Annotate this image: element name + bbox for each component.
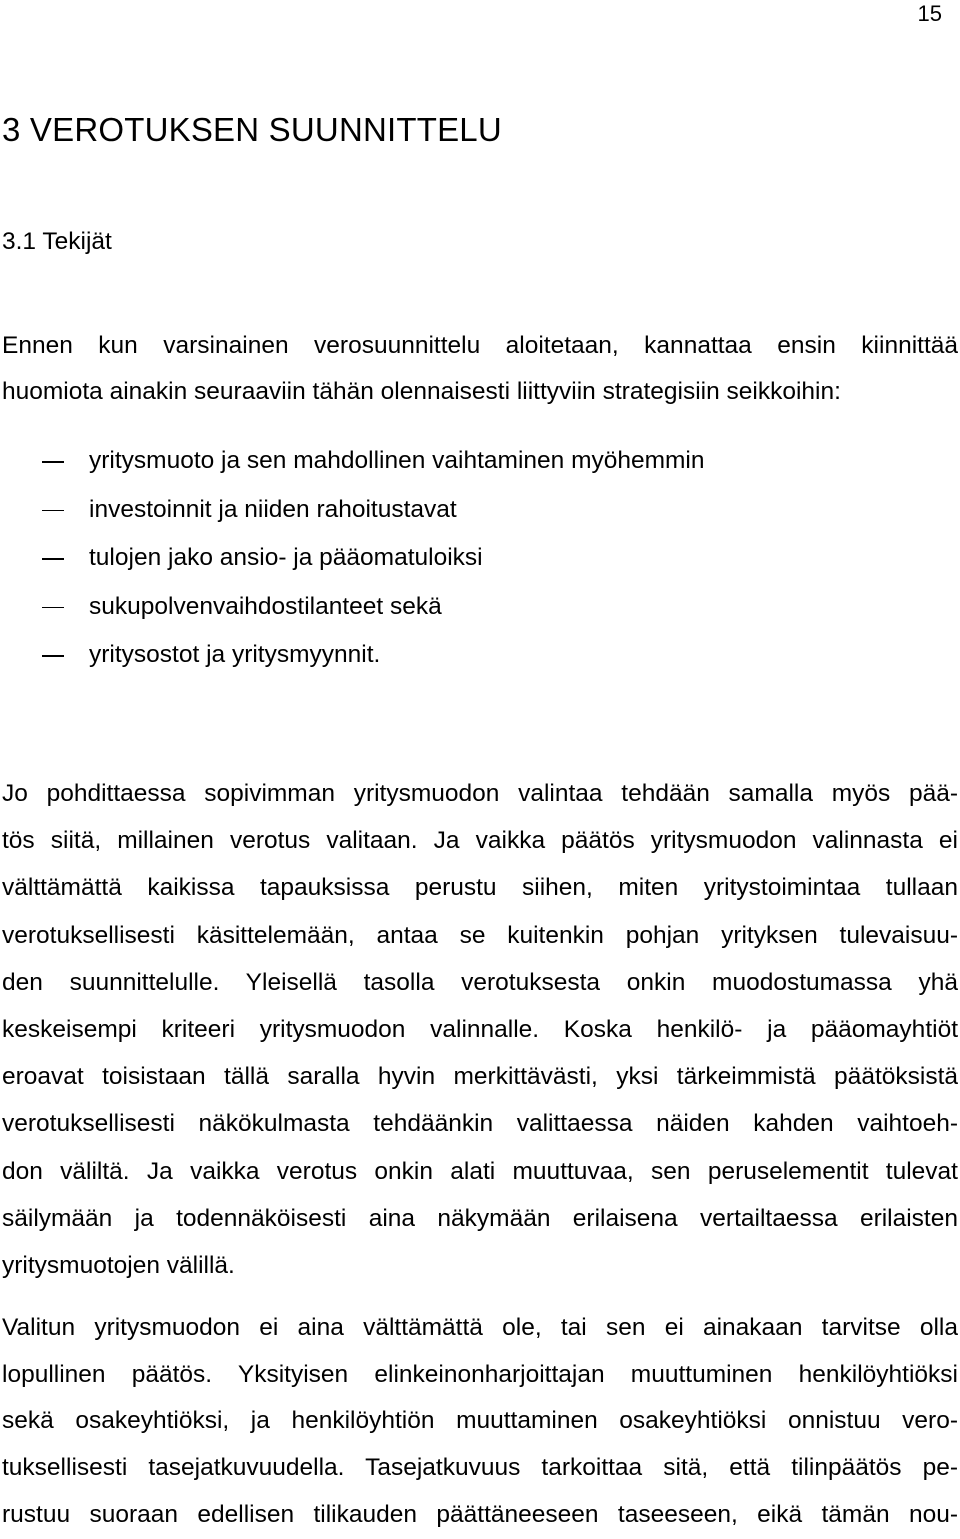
text-line: lopullinen päätös. Yksityisen elinkeinonharjoittajan muuttuminen henkilöyhtiöksi xyxy=(2,1360,958,1388)
list-item-text: investoinnit ja niiden rahoitustavat xyxy=(89,495,457,523)
text-line: eroavat toisistaan tällä saralla hyvin merkittävästi, yksi tärkeimmistä päätöksistä xyxy=(2,1063,958,1091)
list-item-text: sukupolvenvaihdostilanteet sekä xyxy=(89,592,442,620)
list-item-text: tulojen jako ansio- ja pääomatuloiksi xyxy=(89,544,483,571)
dash-bullet-icon xyxy=(42,558,64,560)
text-line: Valitun yritysmuodon ei aina välttämättä ole, tai sen ei ainakaan tarvitse olla xyxy=(2,1314,958,1341)
list-item-text: yritysmuoto ja sen mahdollinen vaihtaminen myöhemmin xyxy=(89,447,705,474)
body-paragraph xyxy=(2,1305,958,1539)
text-line: rustuu suoraan edellisen tilikauden päättäneeseen taseeseen, eikä tämän nou- xyxy=(2,1500,958,1528)
page-number: 15 xyxy=(917,1,942,26)
text-line: Ennen kun varsinainen verosuunnittelu aloitetaan, kannattaa ensin kiinnittää xyxy=(2,332,958,359)
body-paragraph xyxy=(2,770,958,1289)
text-line: tös siitä, millainen verotus valitaan. Ja vaikka päätös yritysmuodon valinnasta ei xyxy=(2,827,958,855)
text-line: don väliltä. Ja vaikka verotus onkin alati muuttuvaa, sen peruselementit tulevat xyxy=(2,1157,958,1185)
text-line: yritysmuotojen välillä. xyxy=(2,1252,235,1280)
list-item-text: yritysostot ja yritysmyynnit. xyxy=(89,641,381,668)
dash-bullet-icon xyxy=(42,655,64,657)
text-line: välttämättä kaikissa tapauksissa perustu siihen, miten yritystoimintaa tullaan xyxy=(2,874,958,902)
dash-bullet-icon xyxy=(42,461,64,463)
text-line: tuksellisesti tasejatkuvuudella. Tasejatkuvuus tarkoittaa sitä, että tilinpäätös pe- xyxy=(2,1454,958,1482)
text-line: sekä osakeyhtiöksi, ja henkilöyhtiön muuttaminen osakeyhtiöksi onnistuu vero- xyxy=(2,1407,958,1435)
intro-paragraph xyxy=(2,323,958,415)
text-line: verotuksellisesti näkökulmasta tehdäänkin valittaessa näiden kahden vaihtoeh- xyxy=(2,1110,958,1138)
text-line: huomiota ainakin seuraaviin tähän olennaisesti liittyviin strategisiin seikkoihin: xyxy=(2,378,841,405)
text-line: säilymään ja todennäköisesti aina näkymään erilaisena vertailtaessa erilaisten xyxy=(2,1204,958,1232)
chapter-title: 3 VEROTUKSEN SUUNNITTELU xyxy=(2,111,502,148)
dash-bullet-icon xyxy=(42,607,64,609)
text-line: Jo pohdittaessa sopivimman yritysmuodon valintaa tehdään samalla myös pää- xyxy=(2,780,958,807)
text-line: den suunnittelulle. Yleisellä tasolla verotuksesta onkin muodostumassa yhä xyxy=(2,968,958,996)
text-line: verotuksellisesti käsittelemään, antaa se kuitenkin pohjan yrityksen tulevaisuu- xyxy=(2,921,958,949)
text-line: keskeisempi kriteeri yritysmuodon valinnalle. Koska henkilö- ja pääomayhtiöt xyxy=(2,1016,958,1044)
dash-bullet-icon xyxy=(42,510,64,512)
section-title: 3.1 Tekijät xyxy=(2,228,112,255)
